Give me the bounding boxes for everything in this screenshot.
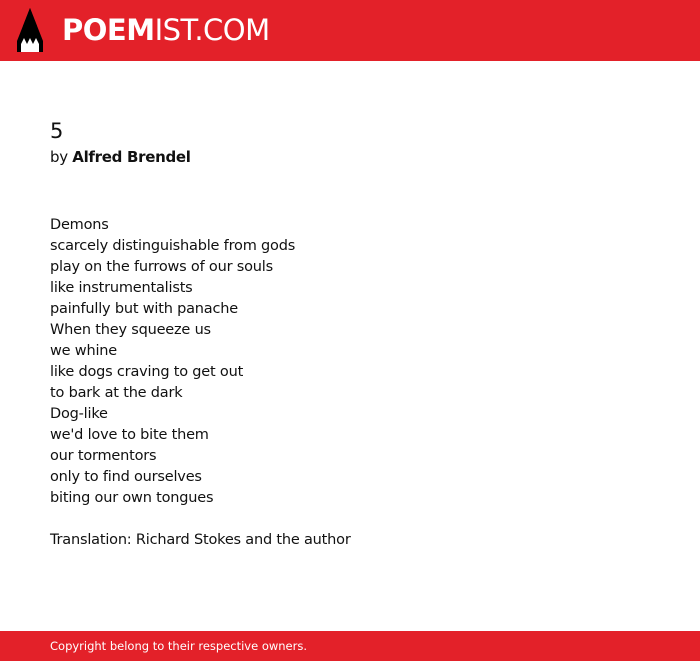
poem-line: only to find ourselves xyxy=(50,469,202,485)
logo-bold-text: POEM xyxy=(62,13,155,47)
poem-content xyxy=(50,117,670,551)
poem-body xyxy=(50,215,670,551)
logo-light-text: IST.COM xyxy=(154,13,270,47)
poem-line: painfully but with panache xyxy=(50,301,238,317)
stanza-break xyxy=(50,509,670,530)
poem-line: we whine xyxy=(50,343,117,359)
site-footer xyxy=(0,631,700,661)
poem-byline xyxy=(50,146,670,168)
poem-line: When they squeeze us xyxy=(50,322,211,338)
poem-line: scarcely distinguishable from gods xyxy=(50,238,296,254)
poem-line: Dog-like xyxy=(50,406,108,422)
poem-line: we'd love to bite them xyxy=(50,427,209,443)
poem-line: to bark at the dark xyxy=(50,385,183,401)
poem-line: biting our own tongues xyxy=(50,490,214,506)
site-header xyxy=(0,0,700,61)
copyright-text: Copyright belong to their respective owners. xyxy=(50,639,308,653)
poem-line: like instrumentalists xyxy=(50,280,193,296)
poem-line: play on the furrows of our souls xyxy=(50,259,273,275)
author-link[interactable]: Alfred Brendel xyxy=(72,148,191,166)
poem-line: our tormentors xyxy=(50,448,157,464)
poem-title: 5 xyxy=(50,119,64,143)
poem-line: like dogs craving to get out xyxy=(50,364,244,380)
translation-credit: Translation: Richard Stokes and the author xyxy=(50,532,351,548)
pencil-tip-icon xyxy=(17,8,43,52)
by-label: by xyxy=(50,148,68,166)
site-logo-text xyxy=(62,12,270,48)
poem-line: Demons xyxy=(50,217,109,233)
